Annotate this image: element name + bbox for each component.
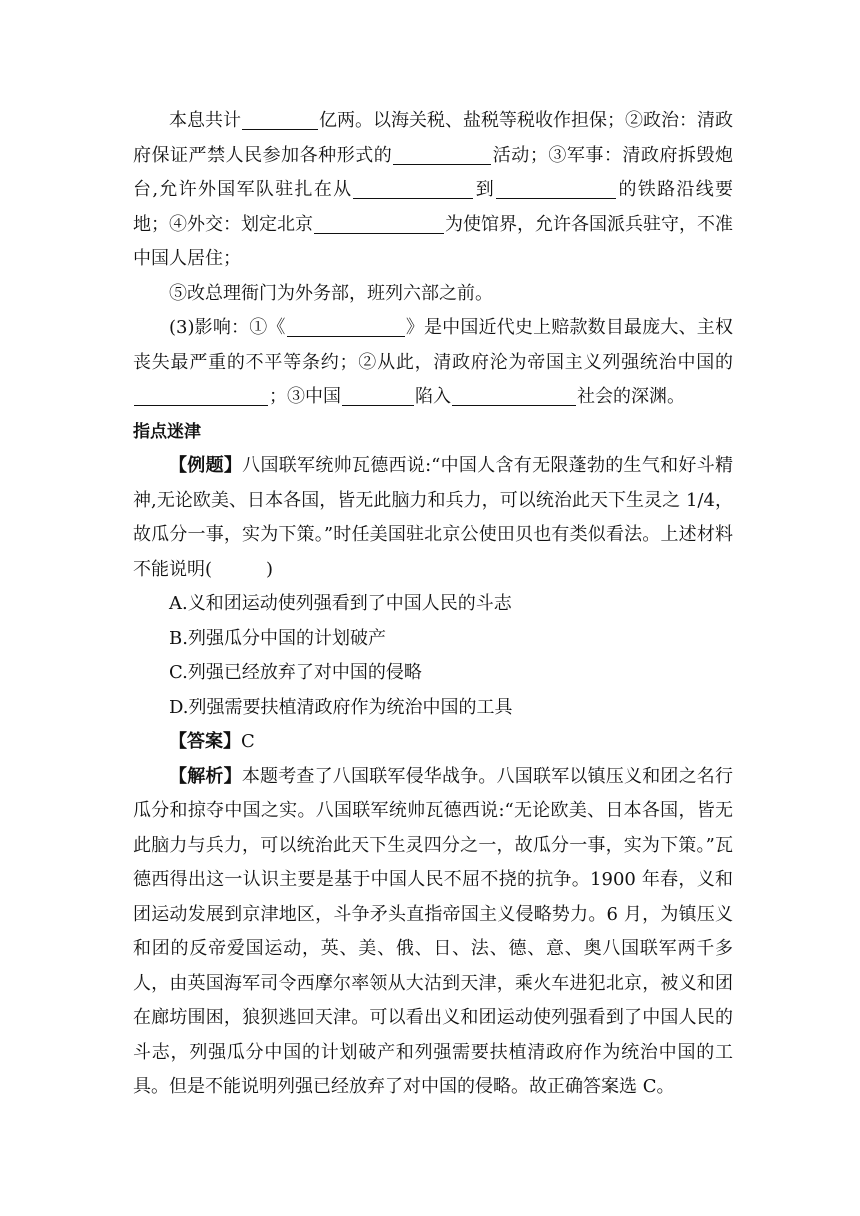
blank-railway-start	[353, 179, 473, 199]
example-label: 【例题】	[169, 455, 243, 476]
text-segment: 亿两。以海关税、盐税等税收作担保；②政治：清政府保证严禁人民参加各种形式的	[133, 110, 733, 166]
text-segment: 》是中国近代史上赔款数目最庞大、主权丧失最严重的不平等条约；②从此，清政府沦为帝国主义列强统治中国的	[133, 317, 733, 373]
text-segment: 社会的深渊。	[577, 386, 685, 407]
option-d: D.列强需要扶植清政府作为统治中国的工具	[169, 696, 513, 718]
section-heading: 指点迷津	[133, 421, 201, 442]
option-c: C.列强已经放弃了对中国的侵略	[169, 662, 422, 683]
text-segment: 陷入	[415, 386, 451, 407]
text-segment: 到	[474, 179, 496, 200]
blank-legation-quarter	[314, 214, 444, 234]
text-segment: 本息共计	[169, 110, 241, 131]
blank-complete	[342, 386, 414, 406]
blank-indemnity-amount	[242, 110, 318, 130]
text-segment: 活动；③军事：清政府拆毁炮台,允许外国军队驻扎在从	[133, 144, 734, 200]
example-text: 八国联军统帅瓦德西说:“中国人含有无限蓬勃的生气和好斗精神,无论欧美、日本各国，皆无此脑力和兵力，可以统治此天下生灵之 1/4，故瓜分一事，实为下策。”时任美国驻北京公使田贝也有类似看法。上述材料不能说明( )	[133, 455, 734, 580]
blank-prohibited-activity	[393, 145, 491, 165]
blank-society-type	[452, 386, 576, 406]
blank-treaty-name	[287, 317, 405, 337]
option-a: A.义和团运动使列强看到了中国人民的斗志	[169, 593, 512, 614]
analysis-text: 本题考查了八国联军侵华战争。八国联军以镇压义和团之名行瓜分和掠夺中国之实。八国联军统帅瓦德西说:“无论欧美、日本各国，皆无此脑力与兵力，可以统治此天下生灵四分之一，故瓜分一事，实为下策。”瓦德西得出这一认识主要是基于中国人民不屈不挠的抗争。1900 年春，义和团运动发展到京津地区，斗争矛头直指帝国主义侵略势力。6 月，为镇压义和团的反帝爱国运动，英、美、俄、日、法、德、意、奥八国联军两千多人，由英国海军司令西摩尔率领从大沽到天津，乘火车进犯北京，被义和团在廊坊围困，狼狈逃回天津。可以看出义和团运动使列强看到了中国人民的斗志，列强瓜分中国的计划破产和列强需要扶植清政府作为统治中国的工具。但是不能说明列强已经放弃了对中国的侵略。故正确答案选 C。	[133, 765, 734, 1097]
example-question	[133, 449, 733, 587]
text-segment: ；③中国	[269, 386, 341, 407]
text-segment: 的铁路沿线要地；④外交：划定北京	[133, 179, 734, 235]
treaty-term-five: ⑤改总理衙门为外务部，班列六部之前。	[169, 282, 493, 304]
answer-value: C	[241, 731, 255, 752]
treaty-terms-paragraph	[133, 104, 733, 277]
option-b: B.列强瓜分中国的计划破产	[169, 627, 386, 649]
blank-tool-role	[134, 386, 268, 406]
analysis-paragraph	[133, 760, 733, 1105]
answer-line	[133, 725, 733, 760]
document-body	[133, 104, 733, 1105]
answer-label: 【答案】	[169, 731, 241, 752]
treaty-impact-paragraph	[133, 311, 733, 415]
text-segment: (3)影响：①《	[169, 317, 286, 338]
text-segment: 为使馆界，允许各国派兵驻守，不准中国人居住；	[133, 213, 733, 269]
analysis-label: 【解析】	[169, 765, 242, 787]
blank-railway-end	[496, 179, 616, 199]
